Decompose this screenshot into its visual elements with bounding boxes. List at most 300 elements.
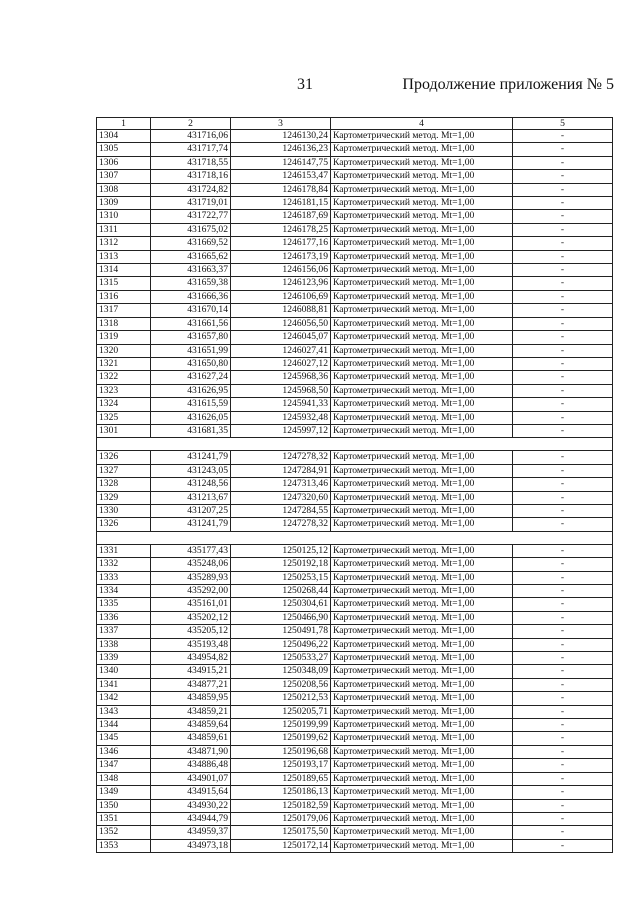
y-coordinate-cell: 1250466,90 (231, 611, 331, 624)
x-coordinate-cell: 434954,82 (151, 652, 231, 665)
y-coordinate-cell: 1245997,12 (231, 424, 331, 437)
point-number-cell: 1339 (97, 652, 151, 665)
page-number: 31 (297, 76, 313, 93)
x-coordinate-cell: 431681,35 (151, 424, 231, 437)
x-coordinate-cell: 435292,00 (151, 585, 231, 598)
table-row (97, 678, 613, 691)
point-number-cell: 1321 (97, 357, 151, 370)
table-row (97, 464, 613, 477)
table-row (97, 772, 613, 785)
y-coordinate-cell: 1250268,44 (231, 585, 331, 598)
method-cell: Картометрический метод. Mt=1,00 (331, 143, 513, 156)
table-row (97, 518, 613, 531)
point-number-cell: 1307 (97, 170, 151, 183)
note-cell: - (513, 250, 613, 263)
y-coordinate-cell: 1247284,55 (231, 504, 331, 517)
point-number-cell: 1352 (97, 826, 151, 839)
point-number-cell: 1338 (97, 638, 151, 651)
x-coordinate-cell: 431716,06 (151, 130, 231, 143)
point-number-cell: 1327 (97, 464, 151, 477)
x-coordinate-cell: 431718,16 (151, 170, 231, 183)
note-cell: - (513, 678, 613, 691)
x-coordinate-cell: 434877,21 (151, 678, 231, 691)
table-row (97, 170, 613, 183)
method-cell: Картометрический метод. Mt=1,00 (331, 638, 513, 651)
x-coordinate-cell: 434859,64 (151, 719, 231, 732)
y-coordinate-cell: 1250205,71 (231, 705, 331, 718)
x-coordinate-cell: 435289,93 (151, 571, 231, 584)
x-coordinate-cell: 434886,48 (151, 759, 231, 772)
note-cell: - (513, 237, 613, 250)
point-number-cell: 1349 (97, 786, 151, 799)
method-cell: Картометрический метод. Mt=1,00 (331, 411, 513, 424)
method-cell: Картометрический метод. Mt=1,00 (331, 424, 513, 437)
point-number-cell: 1345 (97, 732, 151, 745)
note-cell: - (513, 371, 613, 384)
table-row (97, 250, 613, 263)
x-coordinate-cell: 431650,80 (151, 357, 231, 370)
x-coordinate-cell: 431661,56 (151, 317, 231, 330)
note-cell: - (513, 478, 613, 491)
y-coordinate-cell: 1246153,47 (231, 170, 331, 183)
x-coordinate-cell: 431248,56 (151, 478, 231, 491)
table-row (97, 264, 613, 277)
note-cell: - (513, 491, 613, 504)
x-coordinate-cell: 434871,90 (151, 745, 231, 758)
y-coordinate-cell: 1246177,16 (231, 237, 331, 250)
y-coordinate-cell: 1245932,48 (231, 411, 331, 424)
point-number-cell: 1331 (97, 544, 151, 557)
point-number-cell: 1347 (97, 759, 151, 772)
y-coordinate-cell: 1250192,18 (231, 558, 331, 571)
x-coordinate-cell: 431722,77 (151, 210, 231, 223)
y-coordinate-cell: 1250199,62 (231, 732, 331, 745)
table-row (97, 210, 613, 223)
y-coordinate-cell: 1246178,84 (231, 183, 331, 196)
point-number-cell: 1334 (97, 585, 151, 598)
x-coordinate-cell: 435205,12 (151, 625, 231, 638)
method-cell: Картометрический метод. Mt=1,00 (331, 237, 513, 250)
column-header: 3 (231, 118, 331, 130)
point-number-cell: 1340 (97, 665, 151, 678)
table-row (97, 692, 613, 705)
x-coordinate-cell: 434901,07 (151, 772, 231, 785)
table-row (97, 130, 613, 143)
y-coordinate-cell: 1245941,33 (231, 398, 331, 411)
note-cell: - (513, 558, 613, 571)
method-cell: Картометрический метод. Mt=1,00 (331, 625, 513, 638)
y-coordinate-cell: 1246156,06 (231, 264, 331, 277)
note-cell: - (513, 331, 613, 344)
x-coordinate-cell: 431719,01 (151, 197, 231, 210)
method-cell: Картометрический метод. Mt=1,00 (331, 692, 513, 705)
y-coordinate-cell: 1250125,12 (231, 544, 331, 557)
table-row (97, 371, 613, 384)
x-coordinate-cell: 431665,62 (151, 250, 231, 263)
method-cell: Картометрический метод. Mt=1,00 (331, 665, 513, 678)
table-row (97, 156, 613, 169)
y-coordinate-cell: 1250175,50 (231, 826, 331, 839)
method-cell: Картометрический метод. Mt=1,00 (331, 611, 513, 624)
note-cell: - (513, 344, 613, 357)
method-cell: Картометрический метод. Mt=1,00 (331, 812, 513, 825)
method-cell: Картометрический метод. Mt=1,00 (331, 398, 513, 411)
table-row (97, 625, 613, 638)
method-cell: Картометрический метод. Mt=1,00 (331, 290, 513, 303)
note-cell: - (513, 652, 613, 665)
point-number-cell: 1305 (97, 143, 151, 156)
point-number-cell: 1344 (97, 719, 151, 732)
table-row (97, 357, 613, 370)
y-coordinate-cell: 1250182,59 (231, 799, 331, 812)
table-row (97, 759, 613, 772)
note-cell: - (513, 812, 613, 825)
method-cell: Картометрический метод. Mt=1,00 (331, 170, 513, 183)
point-number-cell: 1343 (97, 705, 151, 718)
method-cell: Картометрический метод. Mt=1,00 (331, 585, 513, 598)
x-coordinate-cell: 431615,59 (151, 398, 231, 411)
note-cell: - (513, 799, 613, 812)
section-separator (97, 438, 613, 451)
table-row (97, 839, 613, 852)
table-row (97, 384, 613, 397)
y-coordinate-cell: 1247313,46 (231, 478, 331, 491)
y-coordinate-cell: 1250193,17 (231, 759, 331, 772)
note-cell: - (513, 156, 613, 169)
method-cell: Картометрический метод. Mt=1,00 (331, 759, 513, 772)
note-cell: - (513, 611, 613, 624)
x-coordinate-cell: 431666,36 (151, 290, 231, 303)
note-cell: - (513, 223, 613, 236)
point-number-cell: 1317 (97, 304, 151, 317)
y-coordinate-cell: 1246136,23 (231, 143, 331, 156)
x-coordinate-cell: 434959,37 (151, 826, 231, 839)
table-row (97, 290, 613, 303)
column-header: 4 (331, 118, 513, 130)
point-number-cell: 1322 (97, 371, 151, 384)
table-row (97, 183, 613, 196)
point-number-cell: 1309 (97, 197, 151, 210)
note-cell: - (513, 719, 613, 732)
x-coordinate-cell: 431717,74 (151, 143, 231, 156)
table-row (97, 478, 613, 491)
method-cell: Картометрический метод. Mt=1,00 (331, 451, 513, 464)
table-row (97, 558, 613, 571)
note-cell: - (513, 625, 613, 638)
x-coordinate-cell: 435248,06 (151, 558, 231, 571)
y-coordinate-cell: 1246088,81 (231, 304, 331, 317)
point-number-cell: 1310 (97, 210, 151, 223)
method-cell: Картометрический метод. Mt=1,00 (331, 652, 513, 665)
point-number-cell: 1304 (97, 130, 151, 143)
note-cell: - (513, 826, 613, 839)
point-number-cell: 1320 (97, 344, 151, 357)
point-number-cell: 1312 (97, 237, 151, 250)
point-number-cell: 1353 (97, 839, 151, 852)
note-cell: - (513, 692, 613, 705)
note-cell: - (513, 745, 613, 758)
point-number-cell: 1333 (97, 571, 151, 584)
y-coordinate-cell: 1247278,32 (231, 451, 331, 464)
x-coordinate-cell: 434859,21 (151, 705, 231, 718)
x-coordinate-cell: 435193,48 (151, 638, 231, 651)
method-cell: Картометрический метод. Mt=1,00 (331, 304, 513, 317)
method-cell: Картометрический метод. Mt=1,00 (331, 223, 513, 236)
y-coordinate-cell: 1247284,91 (231, 464, 331, 477)
y-coordinate-cell: 1246123,96 (231, 277, 331, 290)
table-row (97, 598, 613, 611)
note-cell: - (513, 130, 613, 143)
column-header: 2 (151, 118, 231, 130)
x-coordinate-cell: 434973,18 (151, 839, 231, 852)
note-cell: - (513, 732, 613, 745)
x-coordinate-cell: 434859,95 (151, 692, 231, 705)
x-coordinate-cell: 434915,64 (151, 786, 231, 799)
method-cell: Картометрический метод. Mt=1,00 (331, 183, 513, 196)
table-row (97, 652, 613, 665)
point-number-cell: 1301 (97, 424, 151, 437)
note-cell: - (513, 598, 613, 611)
point-number-cell: 1323 (97, 384, 151, 397)
y-coordinate-cell: 1250533,27 (231, 652, 331, 665)
note-cell: - (513, 665, 613, 678)
x-coordinate-cell: 434915,21 (151, 665, 231, 678)
section-separator (97, 531, 613, 544)
x-coordinate-cell: 431651,99 (151, 344, 231, 357)
point-number-cell: 1336 (97, 611, 151, 624)
point-number-cell: 1314 (97, 264, 151, 277)
table-row (97, 411, 613, 424)
table-row (97, 826, 613, 839)
x-coordinate-cell: 431241,79 (151, 518, 231, 531)
method-cell: Картометрический метод. Mt=1,00 (331, 357, 513, 370)
note-cell: - (513, 411, 613, 424)
note-cell: - (513, 143, 613, 156)
table-row (97, 719, 613, 732)
note-cell: - (513, 638, 613, 651)
point-number-cell: 1326 (97, 451, 151, 464)
table-header-row (97, 118, 613, 130)
x-coordinate-cell: 435202,12 (151, 611, 231, 624)
table-row (97, 571, 613, 584)
method-cell: Картометрический метод. Mt=1,00 (331, 745, 513, 758)
table-row (97, 745, 613, 758)
y-coordinate-cell: 1246147,75 (231, 156, 331, 169)
note-cell: - (513, 183, 613, 196)
y-coordinate-cell: 1246045,07 (231, 331, 331, 344)
point-number-cell: 1318 (97, 317, 151, 330)
method-cell: Картометрический метод. Mt=1,00 (331, 732, 513, 745)
point-number-cell: 1319 (97, 331, 151, 344)
x-coordinate-cell: 431659,38 (151, 277, 231, 290)
note-cell: - (513, 197, 613, 210)
column-header: 1 (97, 118, 151, 130)
point-number-cell: 1313 (97, 250, 151, 263)
section-separator-cell (97, 438, 613, 451)
table-row (97, 317, 613, 330)
y-coordinate-cell: 1245968,50 (231, 384, 331, 397)
x-coordinate-cell: 431207,25 (151, 504, 231, 517)
method-cell: Картометрический метод. Mt=1,00 (331, 678, 513, 691)
y-coordinate-cell: 1246181,15 (231, 197, 331, 210)
table-row (97, 638, 613, 651)
y-coordinate-cell: 1246056,50 (231, 317, 331, 330)
table-row (97, 223, 613, 236)
point-number-cell: 1329 (97, 491, 151, 504)
note-cell: - (513, 518, 613, 531)
method-cell: Картометрический метод. Mt=1,00 (331, 719, 513, 732)
method-cell: Картометрический метод. Mt=1,00 (331, 598, 513, 611)
coordinates-table (96, 117, 613, 853)
note-cell: - (513, 317, 613, 330)
table-row (97, 799, 613, 812)
y-coordinate-cell: 1250496,22 (231, 638, 331, 651)
method-cell: Картометрический метод. Mt=1,00 (331, 156, 513, 169)
table-row (97, 197, 613, 210)
table-row (97, 304, 613, 317)
point-number-cell: 1330 (97, 504, 151, 517)
x-coordinate-cell: 431663,37 (151, 264, 231, 277)
note-cell: - (513, 424, 613, 437)
x-coordinate-cell: 431718,55 (151, 156, 231, 169)
y-coordinate-cell: 1250186,13 (231, 786, 331, 799)
y-coordinate-cell: 1250199,99 (231, 719, 331, 732)
y-coordinate-cell: 1250253,15 (231, 571, 331, 584)
method-cell: Картометрический метод. Mt=1,00 (331, 491, 513, 504)
note-cell: - (513, 571, 613, 584)
y-coordinate-cell: 1250304,61 (231, 598, 331, 611)
y-coordinate-cell: 1250172,14 (231, 839, 331, 852)
method-cell: Картометрический метод. Mt=1,00 (331, 839, 513, 852)
method-cell: Картометрический метод. Mt=1,00 (331, 518, 513, 531)
x-coordinate-cell: 431213,67 (151, 491, 231, 504)
method-cell: Картометрический метод. Mt=1,00 (331, 705, 513, 718)
note-cell: - (513, 585, 613, 598)
x-coordinate-cell: 431243,05 (151, 464, 231, 477)
x-coordinate-cell: 435177,43 (151, 544, 231, 557)
method-cell: Картометрический метод. Mt=1,00 (331, 250, 513, 263)
y-coordinate-cell: 1246187,69 (231, 210, 331, 223)
table-row (97, 331, 613, 344)
y-coordinate-cell: 1250179,06 (231, 812, 331, 825)
method-cell: Картометрический метод. Mt=1,00 (331, 772, 513, 785)
y-coordinate-cell: 1246027,41 (231, 344, 331, 357)
table-row (97, 424, 613, 437)
method-cell: Картометрический метод. Mt=1,00 (331, 478, 513, 491)
point-number-cell: 1311 (97, 223, 151, 236)
point-number-cell: 1341 (97, 678, 151, 691)
y-coordinate-cell: 1245968,36 (231, 371, 331, 384)
point-number-cell: 1335 (97, 598, 151, 611)
y-coordinate-cell: 1250208,56 (231, 678, 331, 691)
column-header: 5 (513, 118, 613, 130)
note-cell: - (513, 705, 613, 718)
y-coordinate-cell: 1247278,32 (231, 518, 331, 531)
method-cell: Картометрический метод. Mt=1,00 (331, 826, 513, 839)
y-coordinate-cell: 1250212,53 (231, 692, 331, 705)
method-cell: Картометрический метод. Mt=1,00 (331, 371, 513, 384)
x-coordinate-cell: 431241,79 (151, 451, 231, 464)
method-cell: Картометрический метод. Mt=1,00 (331, 799, 513, 812)
method-cell: Картометрический метод. Mt=1,00 (331, 571, 513, 584)
note-cell: - (513, 839, 613, 852)
point-number-cell: 1316 (97, 290, 151, 303)
point-number-cell: 1325 (97, 411, 151, 424)
note-cell: - (513, 759, 613, 772)
x-coordinate-cell: 431627,24 (151, 371, 231, 384)
point-number-cell: 1315 (97, 277, 151, 290)
x-coordinate-cell: 435161,01 (151, 598, 231, 611)
point-number-cell: 1332 (97, 558, 151, 571)
method-cell: Картометрический метод. Mt=1,00 (331, 384, 513, 397)
note-cell: - (513, 357, 613, 370)
table-row (97, 544, 613, 557)
point-number-cell: 1351 (97, 812, 151, 825)
note-cell: - (513, 264, 613, 277)
table-row (97, 504, 613, 517)
x-coordinate-cell: 431657,80 (151, 331, 231, 344)
point-number-cell: 1348 (97, 772, 151, 785)
table-row (97, 398, 613, 411)
table-row (97, 786, 613, 799)
point-number-cell: 1324 (97, 398, 151, 411)
point-number-cell: 1328 (97, 478, 151, 491)
note-cell: - (513, 504, 613, 517)
note-cell: - (513, 290, 613, 303)
table-row (97, 812, 613, 825)
note-cell: - (513, 384, 613, 397)
method-cell: Картометрический метод. Mt=1,00 (331, 786, 513, 799)
note-cell: - (513, 210, 613, 223)
note-cell: - (513, 786, 613, 799)
x-coordinate-cell: 431669,52 (151, 237, 231, 250)
table-row (97, 665, 613, 678)
note-cell: - (513, 170, 613, 183)
note-cell: - (513, 451, 613, 464)
note-cell: - (513, 304, 613, 317)
y-coordinate-cell: 1247320,60 (231, 491, 331, 504)
y-coordinate-cell: 1246130,24 (231, 130, 331, 143)
x-coordinate-cell: 431675,02 (151, 223, 231, 236)
method-cell: Картометрический метод. Mt=1,00 (331, 197, 513, 210)
x-coordinate-cell: 431724,82 (151, 183, 231, 196)
method-cell: Картометрический метод. Mt=1,00 (331, 331, 513, 344)
method-cell: Картометрический метод. Mt=1,00 (331, 558, 513, 571)
y-coordinate-cell: 1250189,65 (231, 772, 331, 785)
y-coordinate-cell: 1246178,25 (231, 223, 331, 236)
point-number-cell: 1350 (97, 799, 151, 812)
method-cell: Картометрический метод. Mt=1,00 (331, 317, 513, 330)
y-coordinate-cell: 1250348,09 (231, 665, 331, 678)
point-number-cell: 1342 (97, 692, 151, 705)
table-row (97, 732, 613, 745)
y-coordinate-cell: 1246027,12 (231, 357, 331, 370)
table-row (97, 491, 613, 504)
x-coordinate-cell: 434859,61 (151, 732, 231, 745)
table-row (97, 705, 613, 718)
method-cell: Картометрический метод. Mt=1,00 (331, 264, 513, 277)
x-coordinate-cell: 434930,22 (151, 799, 231, 812)
note-cell: - (513, 464, 613, 477)
point-number-cell: 1346 (97, 745, 151, 758)
x-coordinate-cell: 431626,95 (151, 384, 231, 397)
x-coordinate-cell: 431626,05 (151, 411, 231, 424)
note-cell: - (513, 277, 613, 290)
table-row (97, 237, 613, 250)
method-cell: Картометрический метод. Mt=1,00 (331, 504, 513, 517)
method-cell: Картометрический метод. Mt=1,00 (331, 544, 513, 557)
note-cell: - (513, 398, 613, 411)
